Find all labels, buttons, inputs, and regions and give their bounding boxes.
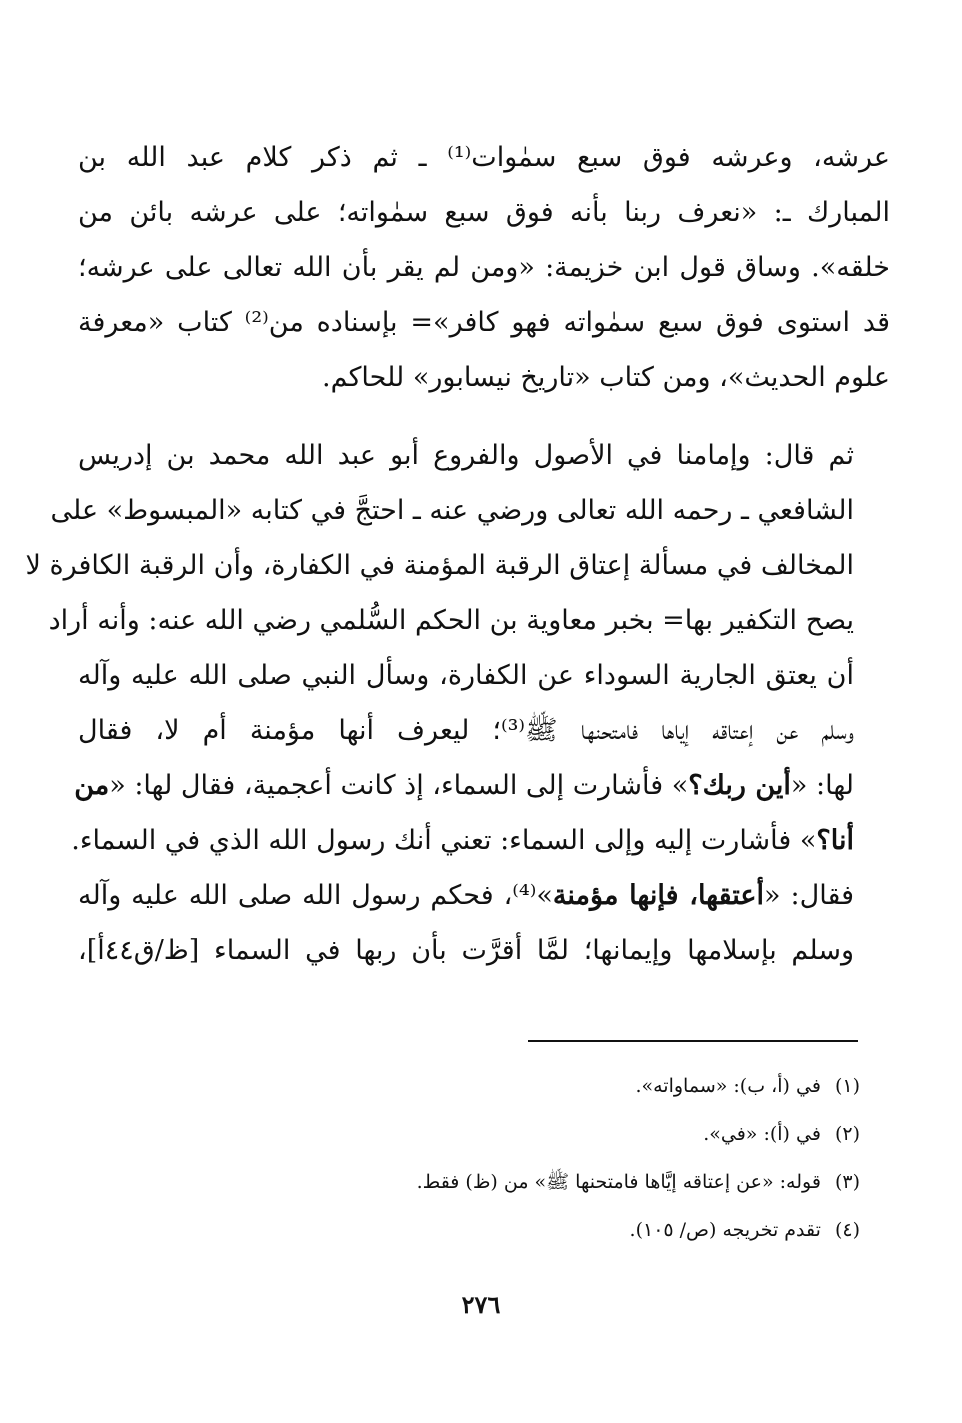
paragraph-2-line-3: المخالف في مسألة إعتاق الرقبة المؤمنة في الكفارة، وأن الرقبة الكافرة لا bbox=[25, 550, 854, 581]
line-8-text: » فأشارت إليه وإلى السماء: تعني أنك رسول الله الذي في السماء. bbox=[71, 825, 817, 856]
hadith-ruling: أعتقها، فإنها مؤمنة bbox=[552, 880, 765, 911]
footnote-item bbox=[200, 1110, 860, 1158]
footnote-number: (٤) bbox=[834, 1219, 860, 1241]
line-9-text-end: »⁽⁴⁾، فحكم رسول الله صلى الله عليه وآله bbox=[78, 880, 553, 911]
footnote-item bbox=[200, 1158, 860, 1206]
footnote-separator bbox=[528, 1040, 858, 1042]
paragraph-1-line-2: المبارك ـ: «نعرف ربنا بأنه فوق سبع سمٰواته؛ على عرشه بائن من bbox=[78, 197, 890, 228]
paragraph-1-line-3: خلقه». وساق قول ابن خزيمة: «ومن لم يقر بأن الله تعالى على عرشه؛ bbox=[78, 252, 890, 283]
hadith-question-who-start: من bbox=[74, 770, 110, 801]
footnote-item bbox=[200, 1062, 860, 1110]
paragraph-2 bbox=[25, 428, 890, 978]
paragraph-1 bbox=[78, 130, 890, 405]
footnote-item bbox=[200, 1206, 860, 1254]
line-7-text-middle: » فأشارت إلى السماء، إذ كانت أعجمية، فقال لها: « bbox=[109, 770, 689, 801]
paragraph-2-line-7 bbox=[74, 758, 890, 813]
paragraph-2-line-4: يصح التكفير بها= بخبر معاوية بن الحكم السُّلمي رضي الله عنه: وأنه أراد bbox=[48, 605, 854, 636]
page-number: ٢٧٦ bbox=[461, 1290, 501, 1319]
paragraph-2-line-1: ثم قال: وإمامنا في الأصول والفروع أبو عبد الله محمد بن إدريس bbox=[78, 440, 854, 471]
paragraph-2-line-2: الشافعي ـ رحمه الله تعالى ورضي عنه ـ احتجَّ في كتابه «المبسوط» على bbox=[50, 495, 854, 526]
footnote-number: (١) bbox=[834, 1075, 860, 1097]
paragraph-1-line-5: علوم الحديث»، ومن كتاب «تاريخ نيسابور» للحاكم. bbox=[322, 362, 890, 393]
paragraph-2-line-6: وسلم عن إعتاقه إياها فامتحنها ﷺ⁽³⁾؛ ليعرف أنها مؤمنة أم لا، فقال bbox=[78, 715, 855, 746]
footnote-number: (٣) bbox=[834, 1171, 860, 1193]
hadith-question-who-end: أنا؟ bbox=[816, 825, 854, 856]
paragraph-1-line-4: قد استوى فوق سبع سمٰواته فهو كافر»= بإسناده من⁽²⁾ كتاب «معرفة bbox=[78, 307, 891, 338]
footnote-text: قوله: «عن إعتاقه إيَّاها فامتحنها ﷺ» من (ظ) فقط. bbox=[416, 1171, 821, 1193]
line-9-text-start: فقال: « bbox=[764, 880, 855, 911]
paragraph-2-line-9 bbox=[78, 868, 890, 923]
footnote-number: (٢) bbox=[834, 1123, 860, 1145]
footnote-text: في (أ، ب): «سماواته». bbox=[635, 1075, 821, 1097]
line-7-text-start: لها: « bbox=[790, 770, 854, 801]
footnotes-list bbox=[200, 1062, 860, 1254]
paragraph-2-line-10: وسلم بإسلامها وإيمانها؛ لمَّا أقرَّت بأن ربها في السماء [ظ/ق٤٤أ]، bbox=[78, 935, 854, 966]
hadith-question-where: أين ربك؟ bbox=[688, 770, 791, 801]
paragraph-2-line-5: أن يعتق الجارية السوداء عن الكفارة، وسأل النبي صلى الله عليه وآله bbox=[78, 660, 854, 691]
footnote-text: في (أ): «في». bbox=[703, 1123, 821, 1145]
paragraph-2-line-8 bbox=[71, 813, 890, 868]
paragraph-1-line-1: عرشه، وعرشه فوق سبع سمٰوات⁽¹⁾ ـ ثم ذكر كلام عبد الله بن bbox=[78, 142, 890, 173]
footnote-text: تقدم تخريجه (ص/ ١٠٥). bbox=[629, 1219, 821, 1241]
